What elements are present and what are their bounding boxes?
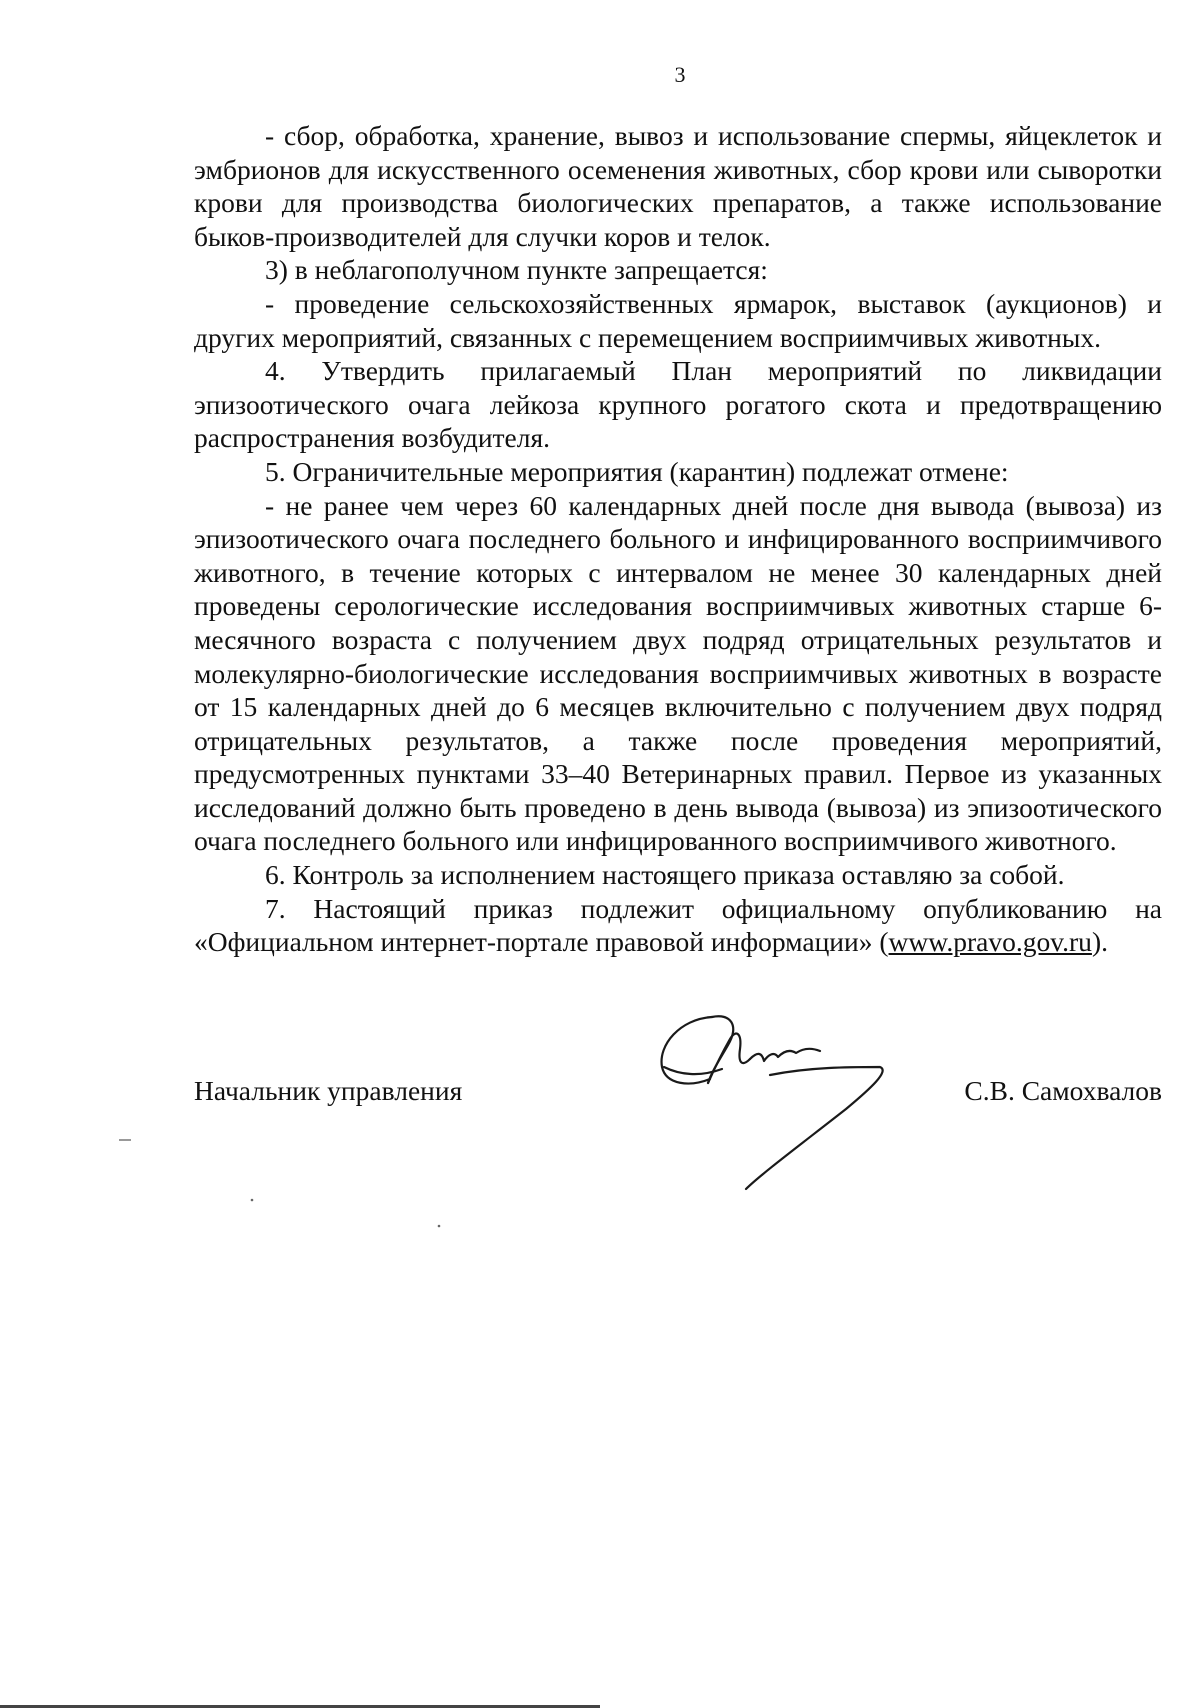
publication-text-end: ). [1091, 926, 1108, 958]
handwritten-signature-icon [650, 1005, 900, 1205]
paragraph-point-7 [194, 892, 1162, 959]
signer-name: С.В. Самохвалов [964, 1075, 1162, 1106]
signer-title: Начальник управления [194, 1075, 463, 1106]
paragraph-point-4: 4. Утвердить прилагаемый План мероприятий по ликвидации эпизоотического очага лейкоза крупного рогатого скота и предотвращению распространения возбудителя. [194, 355, 1162, 454]
pravo-link[interactable]: www.pravo.gov.ru [888, 926, 1092, 958]
paragraph-point-6: 6. Контроль за исполнением настоящего приказа оставляю за собой. [265, 859, 1065, 891]
scan-speck [250, 1198, 254, 1202]
paragraph-point-5: 5. Ограничительные мероприятия (карантин) подлежат отмене: [265, 455, 1009, 487]
page-number: 3 [674, 62, 686, 87]
document-body [194, 119, 1162, 959]
scan-speck [437, 1224, 441, 1228]
paragraph-fairs-ban: - проведение сельскохозяйственных ярмарок, выставок (аукционов) и других мероприятий, связанных с перемещением восприимчивых животных. [194, 287, 1162, 353]
paragraph-point-3: 3) в неблагополучном пункте запрещается: [265, 254, 768, 286]
scan-speck [118, 1138, 132, 1142]
paragraph-quarantine-cancel: - не ранее чем через 60 календарных дней после дня вывода (вывоза) из эпизоотического очага последнего больного и инфицированного восприимчивого животного, в течение которых с интервалом не менее 30 календарных дней проведены серологические исследования восприимчивых животных старше 6-месячного возраста с получением двух подряд отрицательных результатов и молекулярно-биологические исследования восприимчивых животных в возрасте от 15 календарных дней до 6 месяцев включительно с получением двух подряд отрицательных результатов, а также после проведения мероприятий, предусмотренных пунктами 33–40 Ветеринарных правил. Первое из указанных исследований должно быть проведено в день вывода (вывоза) из эпизоотического очага последнего больного или инфицированного восприимчивого животного. [194, 489, 1162, 857]
publication-text: 7. Настоящий приказ подлежит официальному опубликованию на «Официальном интернет-портале правовой информации» ( [194, 892, 1162, 958]
paragraph-collection-ban: - сбор, обработка, хранение, вывоз и использование спермы, яйцеклеток и эмбрионов для искусственного осеменения животных, сбор крови или сыворотки крови для производства биологических препаратов, а также использование быков-производителей для случки коров и телок. [194, 120, 1162, 252]
